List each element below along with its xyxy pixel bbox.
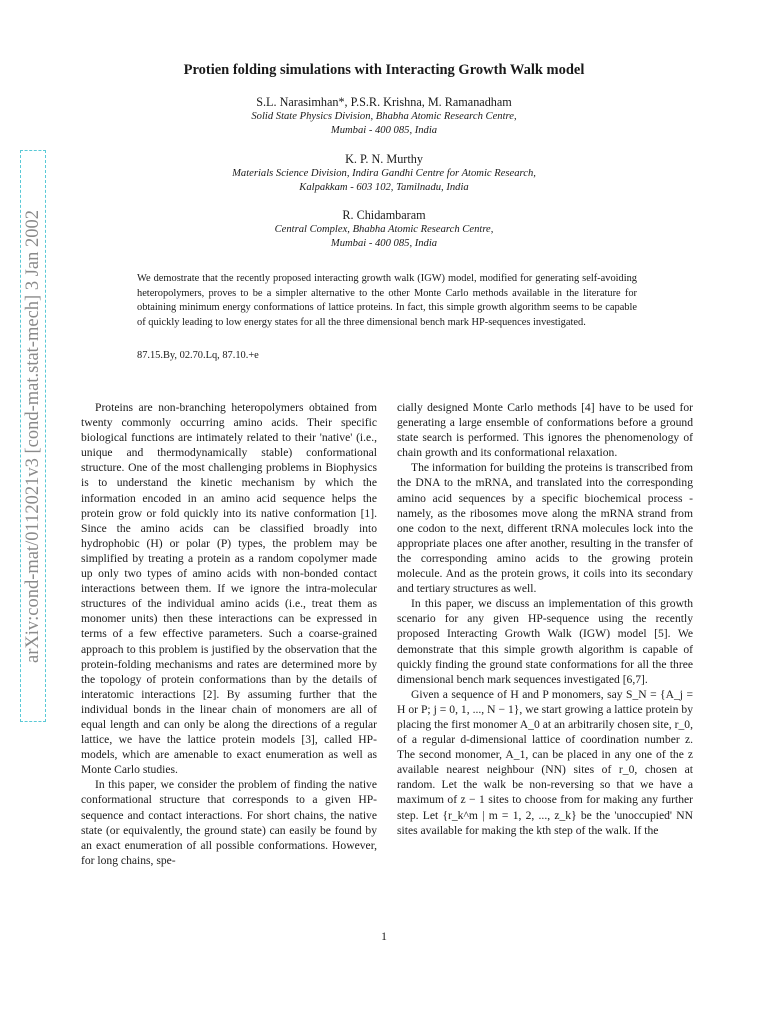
page-number: 1 xyxy=(381,930,387,943)
author-names: R. Chidambaram xyxy=(342,208,426,222)
paragraph: In this paper, we consider the problem of finding the native conformational structure that corresponds to a given HP-sequence and contact interactions. For short chains, the native state (or equivalently, the ground state) can easily be found by an exact enumeration of all possible conformations. However, for long chains, spe- xyxy=(81,778,377,867)
abstract: We demostrate that the recently proposed interacting growth walk (IGW) model, modified for generating self-avoiding heteropolymers, proves to be a simpler alternative to the other Monte Carlo methods available in the literature for obtaining minimum energy conformations of lattice proteins. In fact, this simple growth algorithm seems to be capable of quickly leading to low energy states for all the three dimensional bench mark HP-sequences investigated. xyxy=(137,273,637,329)
paragraph: cially designed Monte Carlo methods [4] have to be used for generating a large ensemble of conformations before a ground state search is performed. This ignores the phenomenology of chain growth and its conformational relaxation. xyxy=(397,401,693,460)
paragraph: In this paper, we discuss an implementation of this growth scenario for any given HP-sequence using the recently proposed Interacting Growth Walk (IGW) model [5]. We demonstrate that this simple growth algorithm is capable of quickly finding the ground state conformations for all the three dimensional bench mark sequences investigated [6,7]. xyxy=(397,597,693,686)
institution-line: Mumbai - 400 085, India xyxy=(330,238,438,249)
affiliation-1 xyxy=(0,95,768,138)
institution-line: Solid State Physics Division, Bhabha Atomic Research Centre, xyxy=(251,111,517,122)
paragraph: Given a sequence of H and P monomers, say S_N = {A_j = H or P; j = 0, 1, ..., N − 1}, we start growing a lattice protein by placing the first monomer A_0 at an arbitrarily chosen site, r_0, of a regular d-dimensional lattice of coordination number z. The second monomer, A_1, can be placed in any one of the z available nearest neighbour (NN) sites of r_0, chosen at random. Let the walk be non-reversing so that we have a maximum of z − 1 sites to choose from for making any further step. Let {r_k^m | m = 1, 2, ..., z_k} be the 'unoccupied' NN sites available for making the kth step of the walk. If the xyxy=(397,687,693,837)
institution-line: Mumbai - 400 085, India xyxy=(330,125,438,136)
author-names: S.L. Narasimhan*, P.S.R. Krishna, M. Ramanadham xyxy=(256,95,512,109)
paper-title: Protien folding simulations with Interacting Growth Walk model xyxy=(183,62,585,78)
paragraph: Proteins are non-branching heteropolymers obtained from twenty commonly occurring amino acids. Their specific biological functions are intimately related to their 'native' (i.e., unique and thermodynamically stable) conformational structure. One of the most challenging problems in Biophysics is to understand the kinetic mechanism by which the information encoded in an amino acid sequence helps the protein grow or fold quickly into its native conformation [1]. Since the amino acids can be classified broadly into hydrophobic (H) or polar (P) types, the problem may be simplified by treating a protein as a random copolymer made up only two types of amino acids with non-bonded contact interactions between them. If we ignore the intra-molecular structures of the individual amino acids (i.e., treat them as monomer units) then these interactions can be expressed in terms of a few effective parameters. Such a coarse-grained approach to this problem is justified by the observation that the protein-folding mechanisms and rates are determined more by the topology of protein conformations than by the details of interatomic interactions [2]. By assuming further that the individual bonds in the linear chain of monomers are all of equal length and can only be along the directions of a regular lattice, we have the lattice protein models [3], called HP-models, which are amenable to exact enumeration as well as Monte Carlo studies. xyxy=(81,401,377,777)
institution-line: Materials Science Division, Indira Gandhi Centre for Atomic Research, xyxy=(232,168,536,179)
right-column xyxy=(397,400,693,838)
pacs-numbers: 87.15.By, 02.70.Lq, 87.10.+e xyxy=(137,350,259,361)
institution-line: Kalpakkam - 603 102, Tamilnadu, India xyxy=(299,182,469,193)
author-names: K. P. N. Murthy xyxy=(345,152,423,166)
arxiv-identifier: arXiv:cond-mat/0112021v3 [cond-mat.stat-mech] 3 Jan 2002 xyxy=(22,209,43,663)
left-column xyxy=(81,400,377,868)
affiliation-3 xyxy=(0,208,768,251)
paragraph: The information for building the proteins is transcribed from the DNA to the mRNA, and translated into the corresponding amino acid sequences by a specific biochemical process - namely, as the ribosomes move along the mRNA strand from one codon to the next, different tRNA molecules lock into the appropriate places one after another, resulting in the transfer of the corresponding amino acids to the growing protein molecule. And as the protein grows, it coils into its secondary and tertiary structures as well. xyxy=(397,461,693,596)
affiliation-2 xyxy=(0,152,768,195)
institution-line: Central Complex, Bhabha Atomic Research Centre, xyxy=(274,224,494,235)
